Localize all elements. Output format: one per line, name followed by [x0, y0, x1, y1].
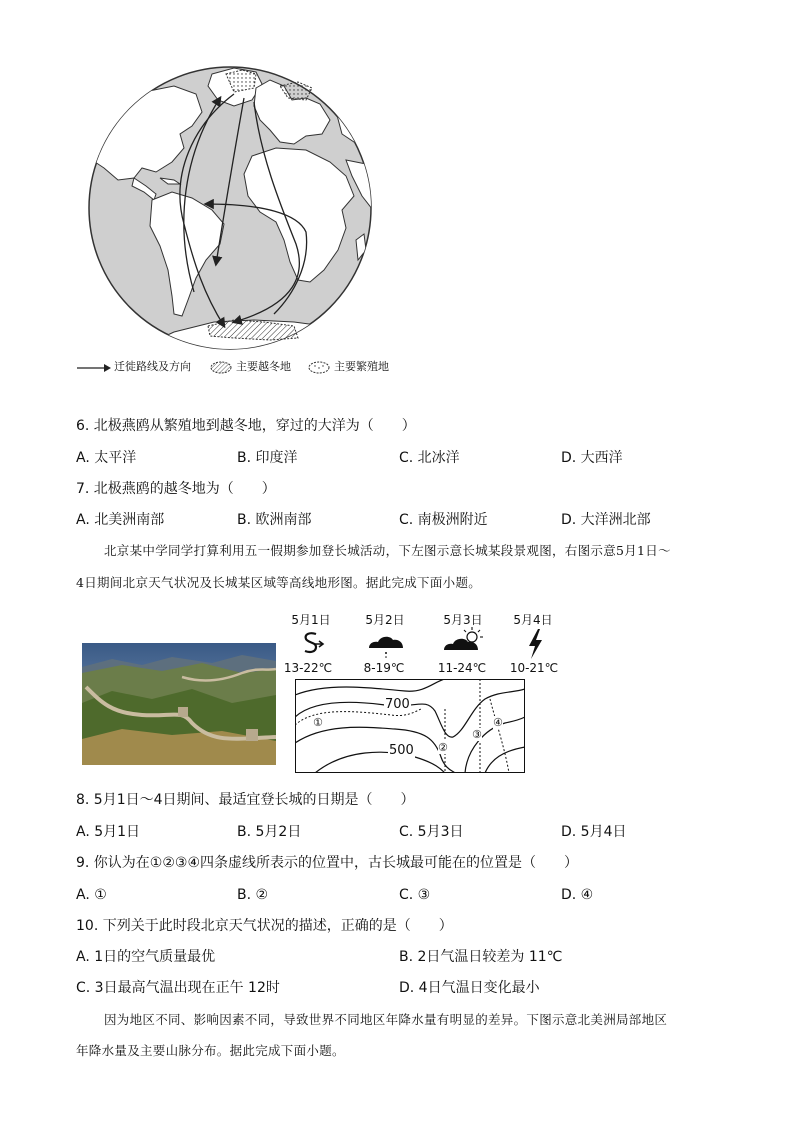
overcast-drizzle-icon: [366, 630, 406, 658]
q9-option-a[interactable]: A. ①: [76, 887, 107, 903]
weather-temp-1: 13-22℃: [283, 661, 333, 675]
q7-option-b[interactable]: B. 欧洲南部: [237, 512, 312, 528]
legend-breeding-label: 主要繁殖地: [334, 360, 389, 373]
sunny-cloudy-icon: [442, 626, 486, 656]
q7-option-c[interactable]: C. 南极洲附近: [399, 512, 488, 528]
q8-option-b[interactable]: B. 5月2日: [237, 824, 302, 840]
legend-wintering-label: 主要越冬地: [236, 360, 291, 373]
q7-option-d[interactable]: D. 大洋洲北部: [561, 512, 651, 528]
q9-stem: 9. 你认为在①②③④四条虚线所表示的位置中，古长城最可能在的位置是（ ）: [76, 855, 579, 871]
weather-date-2: 5月2日: [365, 613, 405, 627]
q10-option-c[interactable]: C. 3日最高气温出现在正午 12时: [76, 980, 280, 996]
q7-stem: 7. 北极燕鸥的越冬地为（ ）: [76, 481, 276, 497]
q6-stem: 6. 北极燕鸥从繁殖地到越冬地，穿过的大洋为（ ）: [76, 418, 416, 434]
contour-mark-2: ②: [438, 741, 448, 754]
q8-option-d[interactable]: D. 5月4日: [561, 824, 627, 840]
route-arrow-icon: [76, 363, 112, 373]
q10-option-a[interactable]: A. 1日的空气质量最优: [76, 949, 216, 965]
intro2-line2: 年降水量及主要山脉分布。据此完成下面小题。: [76, 1043, 345, 1058]
q10-stem: 10. 下列关于此时段北京天气状况的描述，正确的是（ ）: [76, 918, 453, 934]
breeding-dots-icon: [308, 361, 330, 374]
q6-option-c[interactable]: C. 北冰洋: [399, 450, 460, 466]
intro1-line1: 北京某中学同学打算利用五一假期参加登长城活动，下左图示意长城某段景观图，右图示意5月1日～: [104, 543, 671, 558]
map-legend: [76, 360, 406, 376]
q6-option-a[interactable]: A. 太平洋: [76, 450, 137, 466]
contour-label-500: 500: [389, 743, 414, 758]
weather-date-1: 5月1日: [291, 613, 331, 627]
contour-mark-3: ③: [472, 728, 482, 741]
q7-option-a[interactable]: A. 北美洲南部: [76, 512, 165, 528]
q6-option-b[interactable]: B. 印度洋: [237, 450, 298, 466]
weather-date-4: 5月4日: [513, 613, 553, 627]
legend-route-label: 迁徙路线及方向: [114, 360, 191, 373]
contour-mark-1: ①: [313, 716, 323, 729]
weather-date-3: 5月3日: [443, 613, 483, 627]
q9-option-d[interactable]: D. ④: [561, 887, 594, 903]
weather-temp-4: 10-21℃: [509, 661, 559, 675]
contour-label-700: 700: [385, 697, 410, 712]
q6-option-d[interactable]: D. 大西洋: [561, 450, 623, 466]
intro2-line1: 因为地区不同、影响因素不同，导致世界不同地区年降水量有明显的差异。下图示意北美洲局部地区: [104, 1012, 668, 1027]
q9-option-c[interactable]: C. ③: [399, 887, 431, 903]
great-wall-photo: [82, 643, 276, 765]
arctic-tern-migration-map: [84, 64, 376, 352]
q8-stem: 8. 5月1日～4日期间、最适宜登长城的日期是（ ）: [76, 792, 415, 808]
sandstorm-icon: [300, 630, 326, 658]
weather-temp-3: 11-24℃: [437, 661, 487, 675]
q8-option-c[interactable]: C. 5月3日: [399, 824, 464, 840]
q10-option-b[interactable]: B. 2日气温日较差为 11℃: [399, 949, 563, 965]
weather-temp-2: 8-19℃: [363, 661, 405, 675]
q10-option-d[interactable]: D. 4日气温日变化最小: [399, 980, 540, 996]
contour-map: [295, 679, 525, 773]
intro1-line2: 4日期间北京天气状况及长城某区域等高线地形图。据此完成下面小题。: [76, 575, 482, 590]
wintering-hatch-icon: [210, 361, 232, 374]
contour-mark-4: ④: [493, 716, 503, 729]
q8-option-a[interactable]: A. 5月1日: [76, 824, 141, 840]
q9-option-b[interactable]: B. ②: [237, 887, 269, 903]
thunder-icon: [525, 628, 545, 660]
